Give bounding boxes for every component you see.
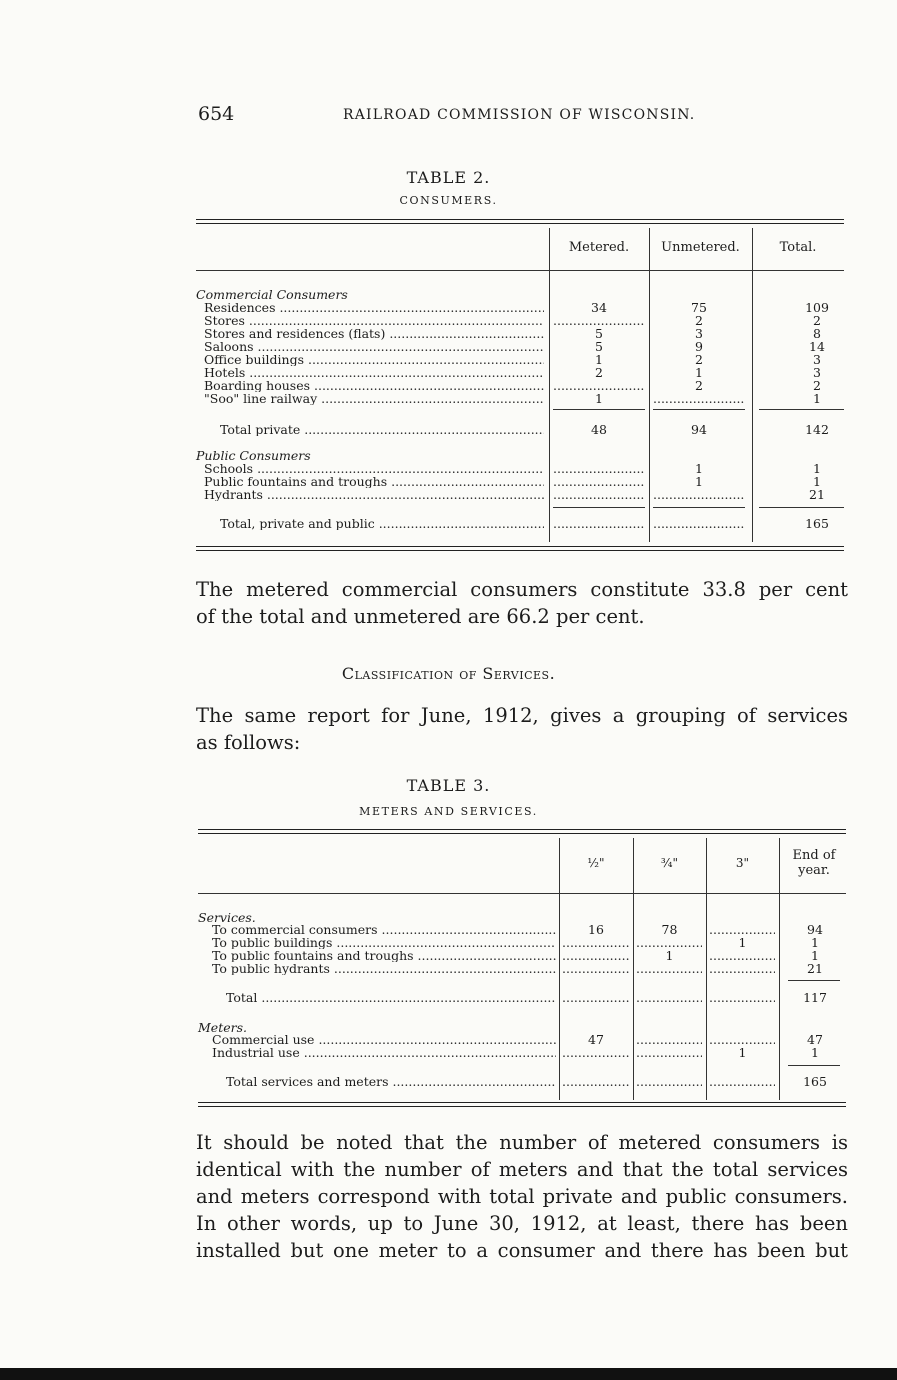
page-number: 654 [198,103,235,125]
empty-cell-dots [562,949,629,962]
end-of-year-value: 117 [803,990,827,1005]
total-value: 165 [805,516,829,531]
half-inch-value: 47 [588,1032,604,1047]
subtotal-rule [759,507,844,508]
table3-col-three-quarter-inch: ¾" [660,856,679,870]
unmetered-value: 2 [695,352,703,367]
table2-body [196,288,844,548]
table2-subtitle: CONSUMERS. [399,194,498,207]
table2-top-rule [196,219,844,220]
metered-value: 1 [595,352,603,367]
unmetered-value: 75 [691,300,707,315]
total-value: 3 [813,352,821,367]
row-label: Total ..... [226,991,556,1004]
row-label: Commercial use ..... [212,1033,556,1046]
end-of-year-value: 1 [811,948,819,963]
table3-top-rule-2 [198,833,846,834]
row-label: Industrial use ..... [212,1046,556,1059]
metered-value: 48 [591,422,607,437]
table3-header-rule [198,893,846,894]
unmetered-value: 1 [695,461,703,476]
table3-bottom-rule-2 [198,1106,846,1107]
subtotal-rule [653,507,745,508]
paragraph-line: The same report for June, 1912, gives a grouping of services [196,704,848,727]
total-value: 8 [813,326,821,341]
total-value: 2 [813,378,821,393]
row-label: To public fountains and troughs ..... [212,949,556,962]
total-value: 3 [813,365,821,380]
end-of-year-value: 165 [803,1074,827,1089]
unmetered-value: 94 [691,422,707,437]
paragraph-line: The metered commercial consumers constitute 33.8 per cent [196,578,848,601]
subtotal-rule [788,980,840,981]
total-value: 14 [809,339,825,354]
row-label: Schools ..... [204,462,544,475]
empty-cell-dots [553,475,645,488]
total-value: 142 [805,422,829,437]
table3-top-rule [198,829,846,830]
metered-value: 5 [595,326,603,341]
subtotal-rule [553,409,645,410]
paragraph-line: of the total and unmetered are 66.2 per cent. [196,605,645,628]
metered-value: 2 [595,365,603,380]
row-label: Stores ..... [204,314,544,327]
empty-cell-dots [562,962,629,975]
end-of-year-value: 94 [807,922,823,937]
empty-cell-dots [636,962,702,975]
total-value: 1 [813,391,821,406]
paragraph-line: as follows: [196,731,301,754]
empty-cell-dots [709,1075,775,1088]
unmetered-value: 1 [695,365,703,380]
subtotal-rule [788,1065,840,1066]
table3-body [198,911,846,1101]
row-label: "Soo" line railway ..... [204,392,544,405]
row-label: Saloons ..... [204,340,544,353]
scan-edge [0,1368,897,1380]
end-of-year-value: 1 [811,935,819,950]
row-label: To public hydrants ..... [212,962,556,975]
row-label: Total services and meters ..... [226,1075,556,1088]
total-value: 109 [805,300,829,315]
table2-top-rule-2 [196,223,844,224]
table2-col-unmetered: Unmetered. [661,240,740,255]
empty-cell-dots [636,1033,702,1046]
total-value: 1 [813,474,821,489]
page-header [198,103,848,133]
empty-cell-dots [553,517,645,530]
unmetered-value: 1 [695,474,703,489]
empty-cell-dots [553,462,645,475]
paragraph-line: installed but one meter to a consumer and there has been but [196,1239,848,1262]
row-label: Boarding houses ..... [204,379,544,392]
table2-bottom-rule-2 [196,550,844,551]
empty-cell-dots [562,991,629,1004]
row-label: Hotels ..... [204,366,544,379]
half-inch-value: 16 [588,922,604,937]
metered-value: 1 [595,391,603,406]
unmetered-value: 2 [695,313,703,328]
total-value: 1 [813,461,821,476]
empty-cell-dots [636,991,702,1004]
empty-cell-dots [653,392,745,405]
empty-cell-dots [709,962,775,975]
row-label: Residences ..... [204,301,544,314]
row-label: Total private ..... [220,423,544,436]
three-quarter-inch-value: 78 [661,922,678,937]
table3-subtitle: METERS AND SERVICES. [359,805,538,818]
unmetered-value: 9 [695,339,703,354]
empty-cell-dots [553,488,645,501]
row-label: Public fountains and troughs ..... [204,475,544,488]
empty-cell-dots [709,949,775,962]
table3-title: TABLE 3. [406,776,491,795]
subtotal-rule [553,507,645,508]
table2-bottom-rule [196,546,844,547]
metered-value: 34 [591,300,607,315]
row-label: Stores and residences (flats) ..... [204,327,544,340]
table3-bottom-rule [198,1102,846,1103]
subtotal-rule [653,409,745,410]
three-inch-value: 1 [738,1045,747,1060]
unmetered-value: 2 [695,378,703,393]
paragraph-report-intro [196,702,848,756]
row-label: To commercial consumers ..... [212,923,556,936]
row-label: To public buildings ..... [212,936,556,949]
table2-header-rule [196,270,844,271]
empty-cell-dots [653,488,745,501]
row-label: Total, private and public ..... [220,517,544,530]
table3-group-label: Meters. [198,1020,247,1035]
empty-cell-dots [562,1075,629,1088]
paragraph-line: identical with the number of meters and that the total services [196,1158,848,1181]
subtotal-rule [759,409,844,410]
table3-col-three-inch: 3" [735,856,750,870]
empty-cell-dots [562,936,629,949]
empty-cell-dots [636,1075,702,1088]
table2-group-label: Commercial Consumers [196,287,348,302]
empty-cell-dots [636,1046,702,1059]
section-heading: Classification of Services. [341,664,556,683]
total-value: 21 [809,487,825,502]
paragraph-line: In other words, up to June 30, 1912, at least, there has been [196,1212,848,1235]
paragraph-metered-percent [196,576,848,630]
empty-cell-dots [562,1046,629,1059]
paragraph-line: It should be noted that the number of metered consumers is [196,1131,848,1154]
total-value: 2 [813,313,821,328]
table2-group-label: Public Consumers [196,448,311,463]
paragraph-line: and meters correspond with total private and public consumers. [196,1185,848,1208]
end-of-year-value: 1 [811,1045,819,1060]
empty-cell-dots [709,991,775,1004]
row-label: Office buildings ..... [204,353,544,366]
end-of-year-value: 47 [807,1032,823,1047]
unmetered-value: 3 [695,326,703,341]
metered-value: 5 [595,339,603,354]
table3-col-half-inch: ½" [587,856,605,870]
running-title: RAILROAD COMMISSION OF WISCONSIN. [343,107,696,123]
table2-col-total: Total. [779,240,817,255]
paragraph-observation [196,1129,848,1264]
empty-cell-dots [653,517,745,530]
three-quarter-inch-value: 1 [665,948,674,963]
table3-col-end-of-year: End of year. [792,848,836,878]
row-label: Hydrants ..... [204,488,544,501]
end-of-year-value: 21 [807,961,823,976]
table3-group-label: Services. [198,910,256,925]
table2-col-metered: Metered. [568,240,630,255]
table2-title: TABLE 2. [406,168,491,187]
three-inch-value: 1 [738,935,747,950]
